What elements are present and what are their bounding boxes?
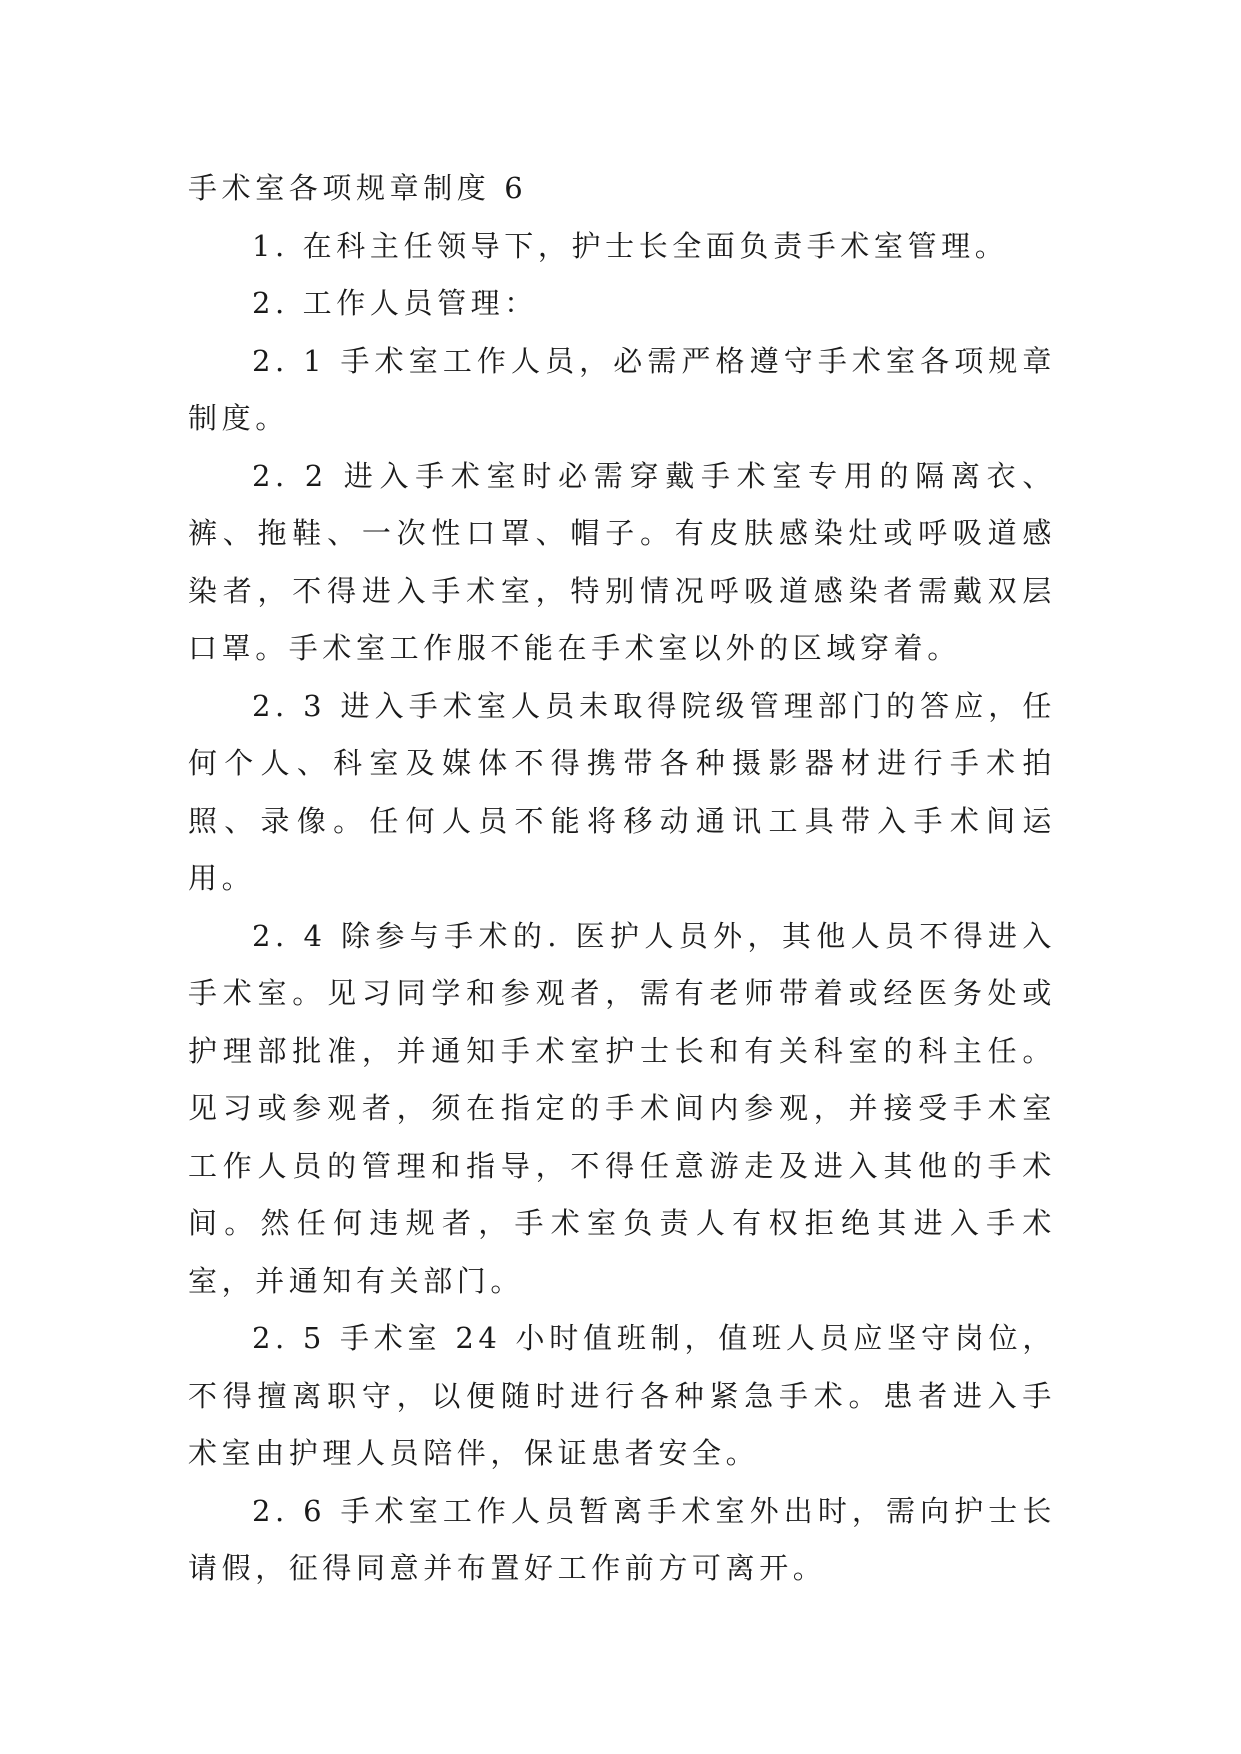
paragraph-2-1: 2. 1 手术室工作人员，必需严格遵守手术室各项规章制度。 <box>188 343 1056 435</box>
paragraph-2: 2. 工作人员管理： <box>252 286 538 320</box>
paragraph-2-6: 2. 6 手术室工作人员暂离手术室外出时，需向护士长请假，征得同意并布置好工作前方可离开。 <box>188 1493 1056 1585</box>
paragraph-2-3: 2. 3 进入手术室人员未取得院级管理部门的答应，任何个人、科室及媒体不得携带各种摄影器材进行手术拍照、录像。任何人员不能将移动通讯工具带入手术间运用。 <box>188 688 1056 895</box>
document-title: 手术室各项规章制度 6 <box>188 171 528 205</box>
document-body <box>188 160 1056 1598</box>
paragraph-2-2: 2. 2 进入手术室时必需穿戴手术室专用的隔离衣、裤、拖鞋、一次性口罩、帽子。有皮肤感染灶或呼吸道感染者，不得进入手术室，特别情况呼吸道感染者需戴双层口罩。手术室工作服不能在手术室以外的区域穿着。 <box>188 458 1056 665</box>
paragraph-1: 1. 在科主任领导下，护士长全面负责手术室管理。 <box>252 228 1009 263</box>
paragraph-2-5: 2. 5 手术室 24 小时值班制，值班人员应坚守岗位，不得擅离职守，以便随时进行各种紧急手术。患者进入手术室由护理人员陪伴，保证患者安全。 <box>188 1321 1056 1470</box>
paragraph-2-4: 2. 4 除参与手术的. 医护人员外，其他人员不得进入手术室。见习同学和参观者，需有老师带着或经医务处或护理部批准，并通知手术室护士长和有关科室的科主任。见习或参观者，须在指定的手术间内参观，并接受手术室工作人员的管理和指导，不得任意游走及进入其他的手术间。然任何违规者，手术室负责人有权拒绝其进入手术室，并通知有关部门。 <box>188 918 1056 1298</box>
